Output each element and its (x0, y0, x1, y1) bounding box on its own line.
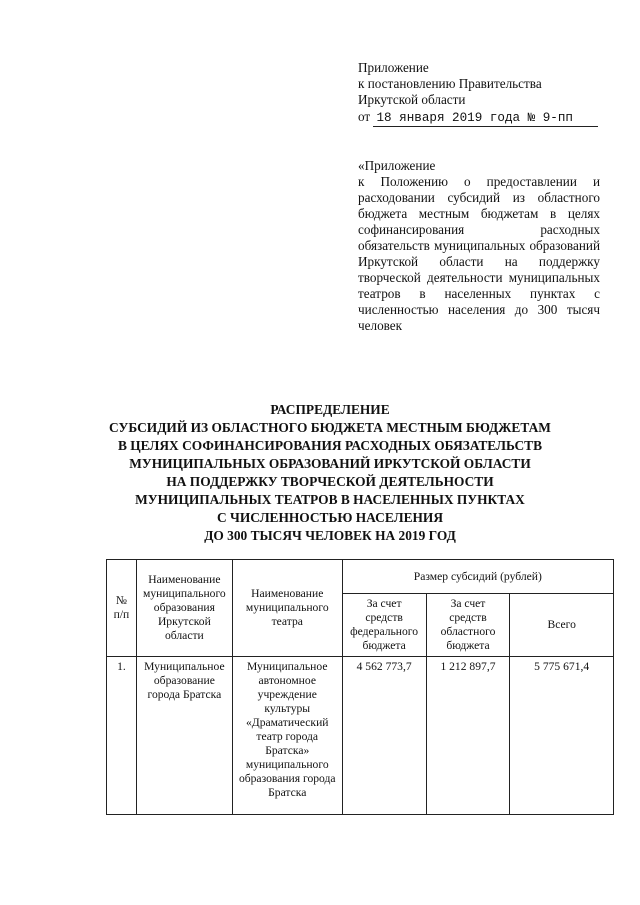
resolution-date: 18 января 2019 года № 9-пп (373, 110, 598, 127)
inner-appendix-heading: «Приложение (358, 158, 436, 173)
title-line: МУНИЦИПАЛЬНЫХ ТЕАТРОВ В НАСЕЛЕННЫХ ПУНКТАХ (135, 492, 525, 507)
appendix-line: Иркутской области (358, 92, 466, 107)
appendix-date-line (358, 109, 608, 127)
header-regional: За счет средств областного бюджета (426, 594, 510, 657)
inner-appendix-block (358, 158, 600, 334)
header-num: № п/п (107, 560, 137, 657)
cell-num: 1. (107, 657, 137, 815)
document-title (40, 401, 620, 545)
date-prefix: от (358, 109, 371, 124)
document-appendix-header (358, 60, 608, 127)
title-line: ДО 300 ТЫСЯЧ ЧЕЛОВЕК НА 2019 ГОД (204, 528, 456, 543)
title-line: В ЦЕЛЯХ СОФИНАНСИРОВАНИЯ РАСХОДНЫХ ОБЯЗАТЕЛЬСТВ (117, 438, 543, 453)
header-municipality: Наименование муниципального образования Иркутской области (136, 560, 232, 657)
header-total: Всего (510, 594, 614, 657)
table-row (107, 657, 614, 815)
title-line: МУНИЦИПАЛЬНЫХ ОБРАЗОВАНИЙ ИРКУТСКОЙ ОБЛАСТИ (129, 456, 531, 471)
header-subsidy-size: Размер субсидий (рублей) (342, 560, 613, 594)
title-line: РАСПРЕДЕЛЕНИЕ (270, 402, 390, 417)
header-federal: За счет средств федерального бюджета (342, 594, 426, 657)
title-line: СУБСИДИЙ ИЗ ОБЛАСТНОГО БЮДЖЕТА МЕСТНЫМ БЮДЖЕТАМ (109, 420, 551, 435)
subsidy-distribution-table (106, 559, 614, 815)
cell-total: 5 775 671,4 (510, 657, 614, 815)
inner-appendix-text: к Положению о предоставлении и расходовании субсидий из областного бюджета местным бюджетам в целях софинансирования расходных обязательств муниципальных образований Иркутской области на поддержку творческой деятельности муниципальных театров в населенных пунктах с численностью населения до 300 тысяч человек (358, 174, 600, 333)
cell-theatre: Муниципальное автономное учреждение культуры «Драматический театр города Братска» муниципального образования города Братска (232, 657, 342, 815)
header-theatre: Наименование муниципального театра (232, 560, 342, 657)
cell-federal: 4 562 773,7 (342, 657, 426, 815)
title-line: С ЧИСЛЕННОСТЬЮ НАСЕЛЕНИЯ (216, 510, 444, 525)
title-line: НА ПОДДЕРЖКУ ТВОРЧЕСКОЙ ДЕЯТЕЛЬНОСТИ (166, 474, 494, 489)
cell-regional: 1 212 897,7 (426, 657, 510, 815)
appendix-line: Приложение (358, 60, 429, 75)
appendix-line: к постановлению Правительства (358, 76, 542, 91)
cell-municipality: Муниципальное образование города Братска (136, 657, 232, 815)
